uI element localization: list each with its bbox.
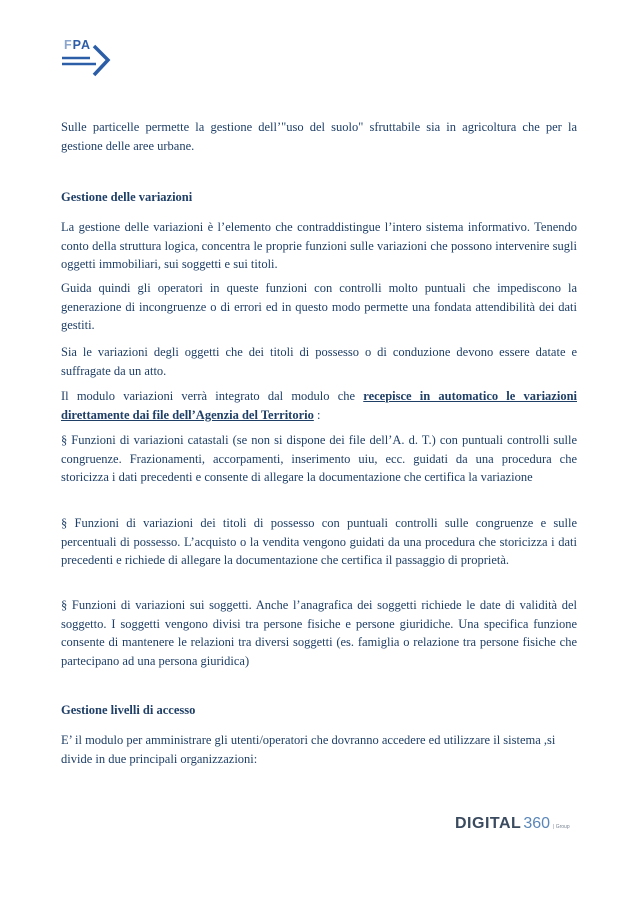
paragraph-text: La gestione delle variazioni è l’elemento che contraddistingue l’intero sistema informativo. Tenendo conto della struttura logica, concentra le proprie funzioni sulle variazioni che possono intervenire sugli oggetti immobiliari, sui soggetti e sui titoli. <box>61 220 577 271</box>
paragraph-text-post: : <box>313 407 321 422</box>
paragraph-text: § Funzioni di variazioni catastali (se non si dispone dei file dell’A. d. T.) con puntuali controlli sulle congruenze. Frazionamenti, accorpamenti, inserimento uiu, ecc. guidati da una procedura che storicizza i dati precedenti e consente di allegare la documentazione che certifica la variazione <box>61 433 577 484</box>
fpa-logo-text: FPA <box>64 38 92 52</box>
paragraph-text: E’ il modulo per amministrare gli utenti/operatori che dovranno accedere ed utilizzare il sistema ,si divide in due principali organizzazioni: <box>61 733 556 766</box>
paragraph-variazioni-intro <box>61 218 577 274</box>
heading-text: Gestione delle variazioni <box>61 190 193 204</box>
paragraph-text <box>61 387 577 424</box>
digital360-group-text: | Group <box>553 824 570 830</box>
paragraph-uso-suolo <box>61 118 577 155</box>
section-heading-variazioni <box>61 188 577 207</box>
paragraph-accesso <box>61 731 577 768</box>
paragraph-variazioni-titoli <box>61 514 577 570</box>
digital360-brand-text: DIGITAL <box>455 815 522 832</box>
paragraph-variazioni-soggetti <box>61 596 577 670</box>
paragraph-modulo-variazioni <box>61 387 577 424</box>
fpa-logo <box>60 38 114 80</box>
paragraph-text: Sia le variazioni degli oggetti che dei titoli di possesso o di conduzione devono essere datate e suffragate da un atto. <box>61 345 577 378</box>
paragraph-text-pre: Il modulo variazioni verrà integrato dal modulo che <box>61 389 364 403</box>
paragraph-guida <box>61 279 577 335</box>
paragraph-text: Guida quindi gli operatori in queste funzioni con controlli molto puntuali che impediscono la generazione di incongruenze o di errori ed in questo modo permette una fondata attendibilità dei dati gestiti. <box>61 281 577 332</box>
digital360-number-text: 360 <box>523 815 551 832</box>
paragraph-text: § Funzioni di variazioni dei titoli di possesso con puntuali controlli sulle congruenze e sulle percentuali di possesso. L’acquisto o la vendita vengono guidati da una procedura che storicizza i dati precedenti e richiede di allegare la documentazione che certifica il passaggio di proprietà. <box>61 516 577 567</box>
digital360-logo <box>455 815 570 833</box>
paragraph-text: Sulle particelle permette la gestione dell’"uso del suolo" sfruttabile sia in agricoltura che per la gestione delle aree urbane. <box>61 120 577 153</box>
agenzia-territorio-link[interactable]: recepisce in automatico le variazioni direttamente dai file dell’Agenzia del Territorio <box>61 389 577 422</box>
paragraph-text: § Funzioni di variazioni sui soggetti. Anche l’anagrafica dei soggetti richiede le date di validità del soggetto. I soggetti vengono divisi tra persone fisiche e persone giuridiche. Una specifica funzione consente di mantenere le relazioni tra diversi soggetti (es. famiglia o relazione tra persone fisiche che partecipano ad una persona giuridica) <box>61 598 577 668</box>
heading-text: Gestione livelli di accesso <box>61 703 196 717</box>
paragraph-variazioni-catastali <box>61 431 577 487</box>
paragraph-datate <box>61 343 577 380</box>
section-heading-accesso <box>61 701 577 720</box>
